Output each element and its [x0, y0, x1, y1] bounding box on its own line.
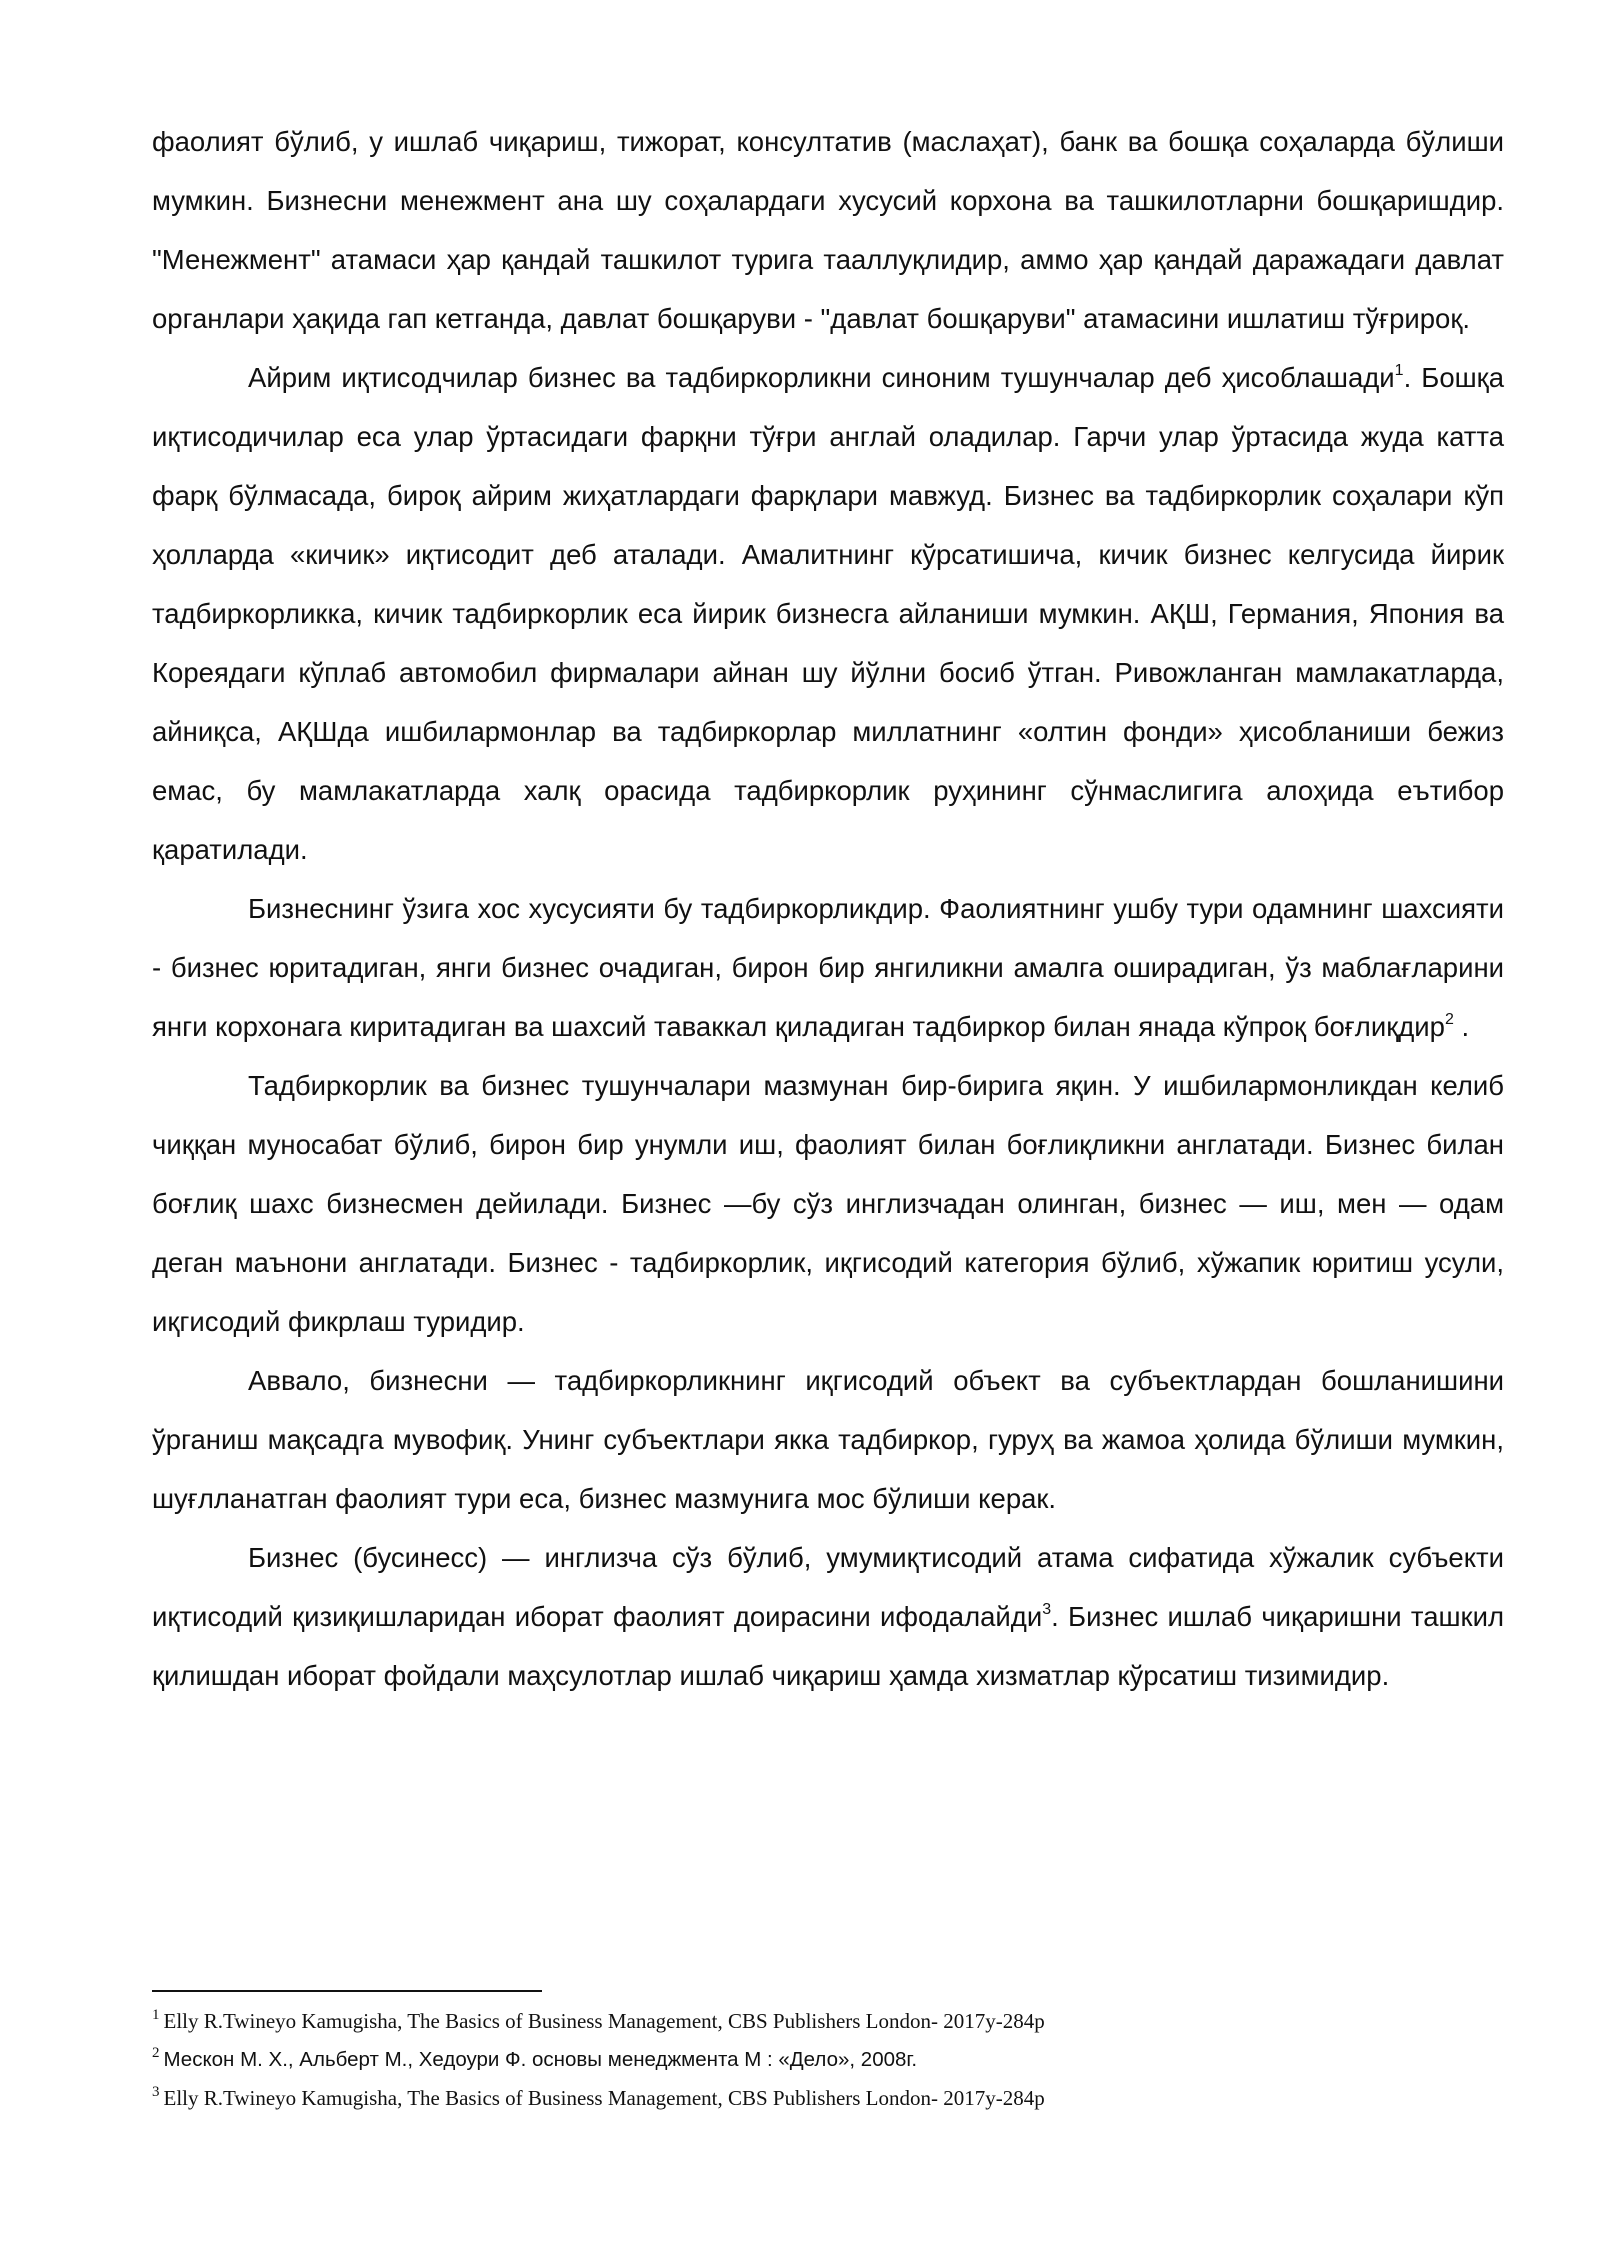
footnote-2-text: Мескон М. Х., Альберт М., Хедоури Ф. основы менеджмента М : «Дело», 2008г.: [163, 2048, 918, 2071]
paragraph-3-text-b: .: [1453, 1011, 1470, 1042]
footnote-1-text: Elly R.Twineyo Kamugisha, The Basics of Business Management, CBS Publishers London- 2017y-284p: [163, 2009, 1045, 2033]
paragraph-3: [152, 879, 1504, 1056]
footnote-3-number: 3: [152, 2084, 160, 2100]
paragraph-6: [152, 1528, 1504, 1705]
paragraph-2: [152, 348, 1504, 879]
footnote-ref-1[interactable]: 1: [1394, 362, 1404, 379]
paragraph-2-text-b: . Бошқа иқтисодичилар еса улар ўртасидаги фарқни тўғри англай оладилар. Гарчи улар ўртасида жуда катта фарқ бўлмасада, бироқ айрим жиҳатлардаги фарқлари мавжуд. Бизнес ва тадбиркорлик соҳалари кўп ҳолларда «кичик» иқтисодит деб аталади. Амалитнинг кўрсатишича, кичик бизнес келгусида йирик тадбиркорликка, кичик тадбиркорлик еса йирик бизнесга айланиши мумкин. АҚШ, Германия, Япония ва Кореядаги кўплаб автомобил фирмалари айнан шу йўлни босиб ўтган. Ривожланган мамлакатларда, айниқса, АҚШда ишбилармонлар ва тадбиркорлар миллатнинг «олтин фонди» ҳисобланиши бежиз емас, бу мамлакатларда халқ орасида тадбиркорлик руҳининг сўнмаслигига алоҳида еътибор қаратилади.: [152, 362, 1504, 865]
footnote-3: [152, 2079, 1504, 2117]
paragraph-5: Аввало, бизнесни — тадбиркорликнинг иқгисодий объект ва субъектлардан бошланишини ўрганиш мақсадга мувофиқ. Унинг субъектлари якка тадбиркор, гуруҳ ва жамоа ҳолида бўлиши мумкин, шуғлланатган фаолият тури еса, бизнес мазмунига мос бўлиши керак.: [152, 1365, 1504, 1514]
footnote-ref-3[interactable]: 3: [1042, 1601, 1052, 1618]
paragraph-2-text-a: Айрим иқтисодчилар бизнес ва тадбиркорликни синоним тушунчалар деб ҳисоблашади: [248, 362, 1395, 393]
paragraph-6-text-a: Бизнес (бусинесс) — инглизча сўз бўлиб, умумиқтисодий атама сифатида хўжалик субъекти иқтисодий қизиқишларидан иборат фаолият доирасини ифодалайди: [152, 1542, 1504, 1632]
footnotes: [152, 2002, 1504, 2117]
footnote-ref-2[interactable]: 2: [1444, 1011, 1454, 1028]
footnote-2: [152, 2040, 1504, 2079]
paragraph-4: Тадбиркорлик ва бизнес тушунчалари мазмунан бир-бирига яқин. У ишбилармонликдан келиб чиққан муносабат бўлиб, бирон бир унумли иш, фаолият билан боғлиқликни англатади. Бизнес билан боғлиқ шахс бизнесмен дейилади. Бизнес —бу сўз инглизчадан олинган, бизнес — иш, мен — одам деган маънони англатади. Бизнес - тадбиркорлик, иқгисодий категория бўлиб, хўжапик юритиш усули, иқгисодий фикрлаш туридир.: [152, 1070, 1504, 1337]
footnote-1-number: 1: [152, 2007, 160, 2023]
footnote-2-number: 2: [152, 2045, 160, 2061]
footnote-3-text: Elly R.Twineyo Kamugisha, The Basics of Business Management, CBS Publishers London- 2017y-284p: [163, 2086, 1045, 2110]
paragraph-6-text-b: . Бизнес ишлаб чиқаришни ташкил қилишдан иборат фойдали маҳсулотлар ишлаб чиқариш ҳамда хизматлар кўрсатиш тизимидир.: [152, 1601, 1504, 1691]
footnote-separator: [152, 1990, 542, 1992]
paragraph-3-text-a: Бизнеснинг ўзига хос хусусияти бу тадбиркорликдир. Фаолиятнинг ушбу тури одамнинг шахсияти - бизнес юритадиган, янги бизнес очадиган, бирон бир янгиликни амалга оширадиган, ўз маблағларини янги корхонага киритадиган ва шахсий таваккал қиладиган тадбиркор билан янада кўпроқ боғлиқдир: [152, 893, 1504, 1042]
footnote-1: [152, 2002, 1504, 2040]
document-body: [152, 112, 1504, 1705]
paragraph-1: фаолият бўлиб, у ишлаб чиқариш, тижорат, консултатив (маслаҳат), банк ва бошқа соҳаларда бўлиши мумкин. Бизнесни менежмент ана шу соҳалардаги хусусий корхона ва ташкилотларни бошқаришдир. "Менежмент" атамаси ҳар қандай ташкилот турига тааллуқлидир, аммо ҳар қандай даражадаги давлат органлари ҳақида гап кетганда, давлат бошқаруви - "давлат бошқаруви" атамасини ишлатиш тўғрироқ.: [152, 126, 1504, 334]
